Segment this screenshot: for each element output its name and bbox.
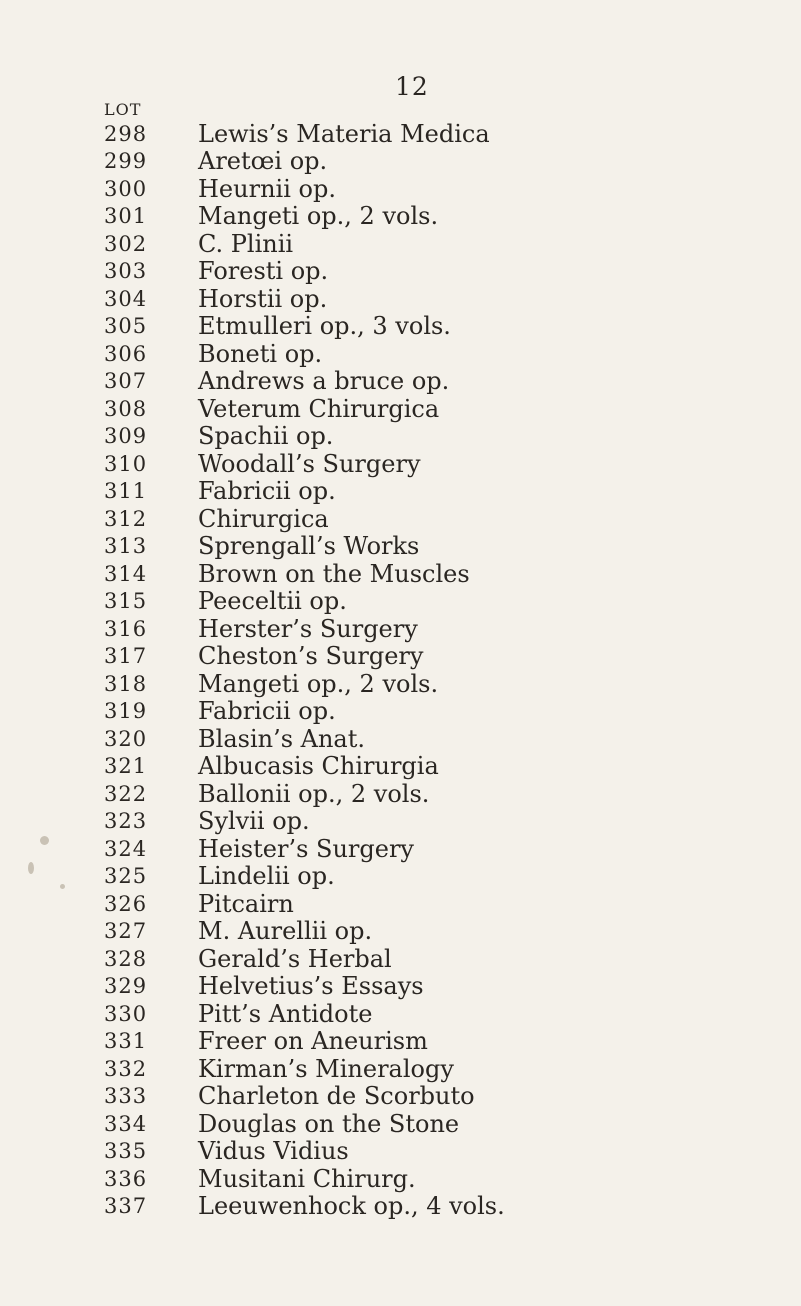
lot-row <box>104 505 784 533</box>
lot-title: Andrews a bruce op. <box>198 367 450 396</box>
lot-title: Mangeti op., 2 vols. <box>198 202 439 231</box>
lot-number: 318 <box>104 671 148 696</box>
lot-title: Etmulleri op., 3 vols. <box>198 312 451 341</box>
lot-title: Fabricii op. <box>198 477 336 506</box>
lot-title: M. Aurellii op. <box>198 917 373 946</box>
lot-title: Pitcairn <box>198 889 294 918</box>
lot-title: Gerald’s Herbal <box>198 944 392 973</box>
lot-row <box>104 1138 784 1166</box>
lot-title: Herster’s Surgery <box>198 614 418 643</box>
lot-row <box>104 643 784 671</box>
lot-number: 301 <box>104 204 148 229</box>
lot-number: 314 <box>104 561 148 586</box>
lot-row <box>104 863 784 891</box>
lot-row <box>104 808 784 836</box>
lot-title: Woodall’s Surgery <box>198 449 421 478</box>
lot-number: 332 <box>104 1056 148 1081</box>
lot-title: Veterum Chirurgica <box>198 394 440 423</box>
lot-title: Chirurgica <box>198 504 329 533</box>
lot-row <box>104 148 784 176</box>
lot-title: Cheston’s Surgery <box>198 642 424 671</box>
lot-title: Heister’s Surgery <box>198 834 414 863</box>
lot-row <box>104 780 784 808</box>
lot-title: Pitt’s Antidote <box>198 999 373 1028</box>
lot-row <box>104 423 784 451</box>
lot-number: 322 <box>104 781 148 806</box>
lot-title: Heurnii op. <box>198 174 336 203</box>
lot-list <box>104 120 784 1220</box>
lot-row <box>104 753 784 781</box>
lot-number: 315 <box>104 589 148 614</box>
lot-number: 303 <box>104 259 148 284</box>
lot-row <box>104 890 784 918</box>
lot-number: 323 <box>104 809 148 834</box>
paper-stain <box>28 862 34 874</box>
lot-number: 302 <box>104 231 148 256</box>
lot-row <box>104 560 784 588</box>
lot-row <box>104 230 784 258</box>
lot-title: Musitani Chirurg. <box>198 1164 416 1193</box>
lot-number: 310 <box>104 451 148 476</box>
lot-row <box>104 395 784 423</box>
lot-title: Leeuwenhock op., 4 vols. <box>198 1192 505 1221</box>
lot-title: Horstii op. <box>198 284 328 313</box>
lot-row <box>104 973 784 1001</box>
lot-title: Mangeti op., 2 vols. <box>198 669 439 698</box>
lot-row <box>104 368 784 396</box>
lot-row <box>104 588 784 616</box>
lot-number: 327 <box>104 919 148 944</box>
lot-title: Fabricii op. <box>198 697 336 726</box>
lot-row <box>104 340 784 368</box>
lot-number: 311 <box>104 479 148 504</box>
lot-title: Freer on Aneurism <box>198 1027 428 1056</box>
lot-title: Sylvii op. <box>198 807 310 836</box>
lot-number: 304 <box>104 286 148 311</box>
lot-row <box>104 1083 784 1111</box>
lot-title: Vidus Vidius <box>198 1137 349 1166</box>
lot-number: 309 <box>104 424 148 449</box>
lot-row <box>104 1193 784 1221</box>
lot-number: 324 <box>104 836 148 861</box>
lot-row <box>104 1000 784 1028</box>
lot-title: Blasin’s Anat. <box>198 724 366 753</box>
lot-title: C. Plinii <box>198 229 294 258</box>
lot-title: Foresti op. <box>198 257 329 286</box>
lot-number: 305 <box>104 314 148 339</box>
lot-number: 316 <box>104 616 148 641</box>
lot-title: Brown on the Muscles <box>198 559 470 588</box>
lot-number: 298 <box>104 121 148 146</box>
lot-row <box>104 533 784 561</box>
lot-number: 300 <box>104 176 148 201</box>
lot-number: 307 <box>104 369 148 394</box>
lot-row <box>104 835 784 863</box>
lot-title: Kirman’s Mineralogy <box>198 1054 454 1083</box>
lot-title: Sprengall’s Works <box>198 532 420 561</box>
page-number: 12 <box>395 72 429 101</box>
lot-number: 328 <box>104 946 148 971</box>
lot-row <box>104 670 784 698</box>
lot-row <box>104 698 784 726</box>
lot-number: 299 <box>104 149 148 174</box>
lot-column-header: LOT <box>104 100 142 119</box>
lot-row <box>104 203 784 231</box>
lot-title: Peeceltii op. <box>198 587 347 616</box>
lot-number: 326 <box>104 891 148 916</box>
lot-row <box>104 1028 784 1056</box>
lot-row <box>104 918 784 946</box>
lot-row <box>104 258 784 286</box>
lot-number: 320 <box>104 726 148 751</box>
lot-number: 317 <box>104 644 148 669</box>
lot-row <box>104 1165 784 1193</box>
lot-row <box>104 725 784 753</box>
lot-number: 319 <box>104 699 148 724</box>
lot-number: 333 <box>104 1084 148 1109</box>
lot-row <box>104 313 784 341</box>
lot-row <box>104 450 784 478</box>
lot-number: 306 <box>104 341 148 366</box>
lot-number: 336 <box>104 1166 148 1191</box>
lot-number: 321 <box>104 754 148 779</box>
lot-title: Aretœi op. <box>198 147 328 176</box>
lot-row <box>104 478 784 506</box>
lot-number: 308 <box>104 396 148 421</box>
lot-title: Boneti op. <box>198 339 323 368</box>
lot-number: 325 <box>104 864 148 889</box>
lot-row <box>104 120 784 148</box>
lot-title: Charleton de Scorbuto <box>198 1082 475 1111</box>
lot-title: Douglas on the Stone <box>198 1109 460 1138</box>
lot-row <box>104 1110 784 1138</box>
lot-title: Albucasis Chirurgia <box>198 752 439 781</box>
lot-number: 335 <box>104 1139 148 1164</box>
lot-row <box>104 1055 784 1083</box>
paper-stain <box>40 836 49 845</box>
lot-number: 337 <box>104 1194 148 1219</box>
lot-row <box>104 175 784 203</box>
lot-title: Spachii op. <box>198 422 334 451</box>
lot-title: Lewis’s Materia Medica <box>198 119 490 148</box>
lot-row <box>104 285 784 313</box>
lot-number: 330 <box>104 1001 148 1026</box>
lot-number: 313 <box>104 534 148 559</box>
lot-row <box>104 945 784 973</box>
lot-title: Helvetius’s Essays <box>198 972 424 1001</box>
lot-number: 331 <box>104 1029 148 1054</box>
paper-stain <box>60 884 65 889</box>
lot-row <box>104 615 784 643</box>
lot-number: 312 <box>104 506 148 531</box>
lot-title: Ballonii op., 2 vols. <box>198 779 430 808</box>
lot-number: 334 <box>104 1111 148 1136</box>
lot-title: Lindelii op. <box>198 862 335 891</box>
lot-number: 329 <box>104 974 148 999</box>
